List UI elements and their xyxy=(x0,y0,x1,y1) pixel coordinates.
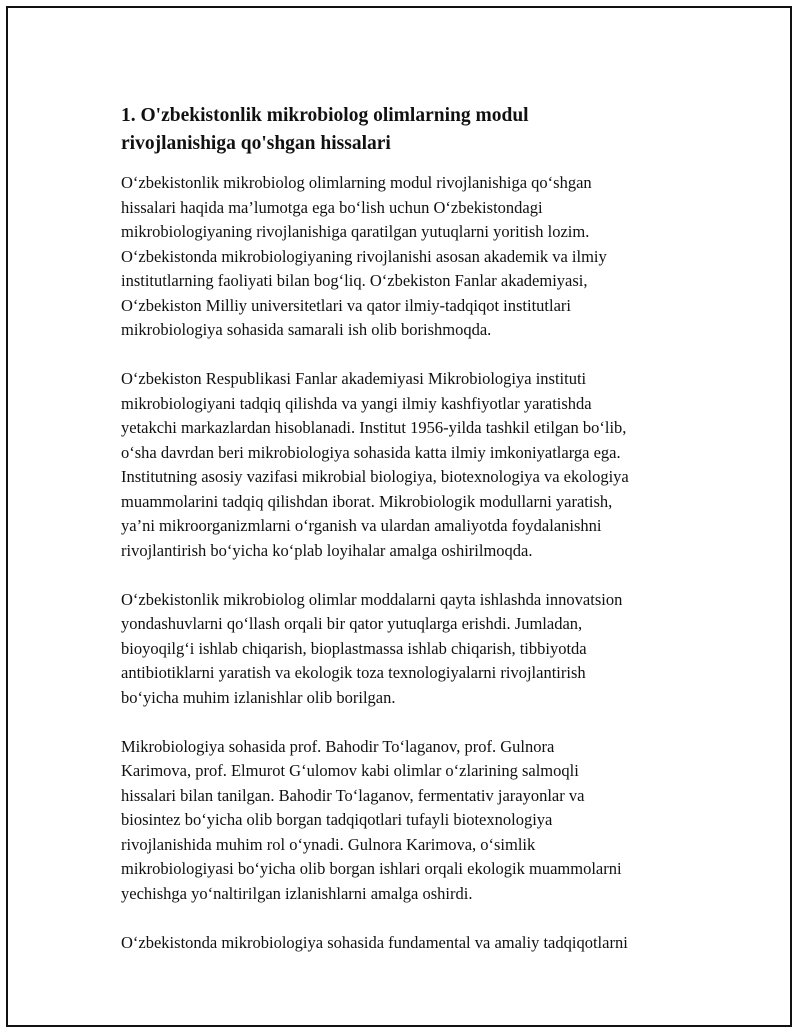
text-line: O‘zbekistonda mikrobiologiyaning rivojlanishi asosan akademik va ilmiy xyxy=(121,246,607,266)
text-line: mikrobiologiyasi bo‘yicha olib borgan ishlari orqali ekologik muammolarni xyxy=(121,859,622,878)
heading-line: 1. O'zbekistonlik mikrobiolog olimlarning modul xyxy=(121,105,529,126)
text-line: O‘zbekiston Respublikasi Fanlar akademiyasi Mikrobiologiya instituti xyxy=(121,369,587,388)
text-line: antibiotiklarni yaratish va ekologik toza texnologiyalarni rivojlantirish xyxy=(121,663,586,682)
text-line: yechishga yo‘naltirilgan izlanishlarni amalga oshirdi. xyxy=(121,883,473,903)
section-heading xyxy=(121,102,701,158)
text-line: O‘zbekistonlik mikrobiolog olimlarning modul rivojlanishiga qo‘shgan xyxy=(121,173,592,192)
paragraph-2 xyxy=(121,367,701,563)
text-line: institutlarning faoliyati bilan bog‘liq. O‘zbekiston Fanlar akademiyasi, xyxy=(121,271,588,290)
paragraph-4 xyxy=(121,735,701,907)
paragraph-3 xyxy=(121,588,701,711)
text-line: O‘zbekistonlik mikrobiolog olimlar moddalarni qayta ishlashda innovatsion xyxy=(121,589,623,609)
page-frame xyxy=(6,6,792,1027)
text-line: rivojlantirish bo‘yicha ko‘plab loyihalar amalga oshirilmoqda. xyxy=(121,540,533,560)
text-line: rivojlanishida muhim rol o‘ynadi. Gulnora Karimova, o‘simlik xyxy=(121,834,536,854)
text-line: O‘zbekiston Milliy universitetlari va qator ilmiy-tadqiqot institutlari xyxy=(121,295,572,315)
text-line: O‘zbekistonda mikrobiologiya sohasida fundamental va amaliy tadqiqotlarni xyxy=(121,932,628,952)
text-line: muammolarini tadqiq qilishdan iborat. Mikrobiologik modullarni yaratish, xyxy=(121,491,613,511)
text-line: o‘sha davrdan beri mikrobiologiya sohasida katta ilmiy imkoniyatlarga ega. xyxy=(121,442,621,462)
text-line: hissalari haqida ma’lumotga ega bo‘lish uchun O‘zbekistondagi xyxy=(121,197,543,217)
text-line: hissalari bilan tanilgan. Bahodir To‘laganov, fermentativ jarayonlar va xyxy=(121,785,585,805)
heading-line: rivojlanishiga qo'shgan hissalari xyxy=(121,133,391,154)
text-line: Institutning asosiy vazifasi mikrobial biologiya, biotexnologiya va ekologiya xyxy=(121,467,629,486)
paragraph-1 xyxy=(121,171,701,343)
text-line: mikrobiologiyani tadqiq qilishda va yangi ilmiy kashfiyotlar yaratishda xyxy=(121,393,592,413)
text-line: bo‘yicha muhim izlanishlar olib borilgan. xyxy=(121,687,396,707)
text-line: mikrobiologiya sohasida samarali ish olib borishmoqda. xyxy=(121,320,492,339)
text-line: Mikrobiologiya sohasida prof. Bahodir To‘laganov, prof. Gulnora xyxy=(121,736,555,756)
text-line: bioyoqilg‘i ishlab chiqarish, bioplastmassa ishlab chiqarish, tibbiyotda xyxy=(121,638,587,658)
text-line: Karimova, prof. Elmurot G‘ulomov kabi olimlar o‘zlarining salmoqli xyxy=(121,761,579,780)
text-line: yetakchi markazlardan hisoblanadi. Institut 1956-yilda tashkil etilgan bo‘lib, xyxy=(121,418,627,437)
text-line: yondashuvlarni qo‘llash orqali bir qator yutuqlarga erishdi. Jumladan, xyxy=(121,614,583,633)
paragraph-5 xyxy=(121,931,701,956)
text-line: mikrobiologiyaning rivojlanishiga qaratilgan yutuqlarni yoritish lozim. xyxy=(121,222,590,241)
text-line: biosintez bo‘yicha olib borgan tadqiqotlari tufayli biotexnologiya xyxy=(121,810,553,829)
document-body xyxy=(121,102,701,980)
text-line: ya’ni mikroorganizmlarni o‘rganish va ulardan amaliyotda foydalanishni xyxy=(121,516,602,535)
